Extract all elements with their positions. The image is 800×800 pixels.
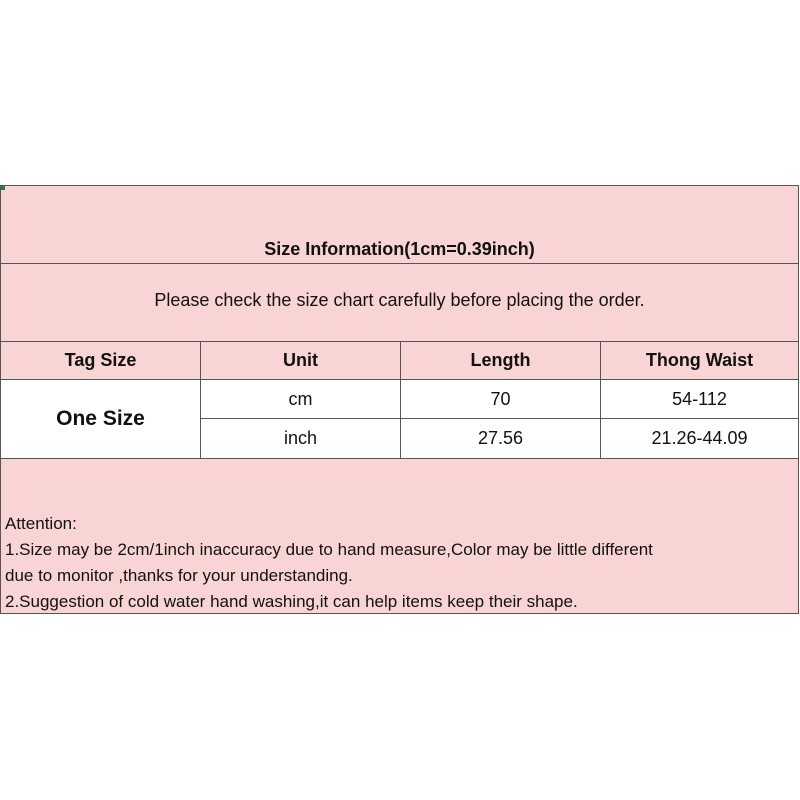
attention-notes [5, 511, 653, 615]
size-information-title: Size Information(1cm=0.39inch) [264, 239, 535, 259]
notice-row [1, 264, 798, 342]
tag-size-cell: One Size [1, 380, 201, 459]
header-length: Length [401, 342, 601, 380]
waist-cell-cm: 54-112 [601, 380, 798, 419]
size-table [1, 342, 798, 459]
attention-line-2: due to monitor ,thanks for your understanding. [5, 566, 353, 585]
unit-cell-inch: inch [201, 419, 401, 459]
header-tag-size: Tag Size [1, 342, 201, 380]
header-unit: Unit [201, 342, 401, 380]
attention-line-1: 1.Size may be 2cm/1inch inaccuracy due to hand measure,Color may be little different [5, 540, 653, 559]
waist-cell-inch: 21.26-44.09 [601, 419, 798, 459]
unit-cell-cm: cm [201, 380, 401, 419]
title-row [1, 186, 798, 264]
size-chart-panel [0, 185, 799, 614]
length-cell-cm: 70 [401, 380, 601, 419]
attention-line-3: 2.Suggestion of cold water hand washing,it can help items keep their shape. [5, 592, 578, 611]
size-check-notice: Please check the size chart carefully before placing the order. [154, 290, 645, 310]
length-cell-inch: 27.56 [401, 419, 601, 459]
attention-heading: Attention: [5, 514, 77, 533]
header-thong-waist: Thong Waist [601, 342, 798, 380]
